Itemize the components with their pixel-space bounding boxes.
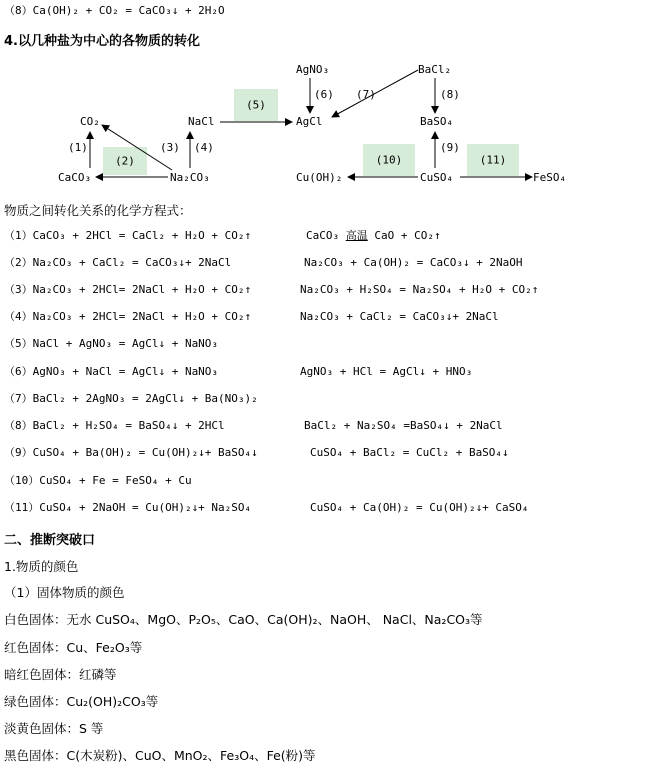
label-7: (7) [356, 88, 376, 101]
label-9: (9) [440, 141, 460, 154]
equation-4-left: （4）Na₂CO₃ + 2HCl= 2NaCl + H₂O + CO₂↑ [4, 310, 252, 323]
node-co2: CO₂ [80, 115, 100, 128]
equation-8-left: （8）BaCl₂ + H₂SO₄ = BaSO₄↓ + 2HCl [4, 419, 225, 432]
color-item-green: 绿色固体：Cu₂(OH)₂CO₃等 [4, 694, 159, 709]
label-4: (4) [194, 141, 214, 154]
section-2-title: 二、推断突破口 [4, 533, 96, 548]
equation-10-left: （10）CuSO₄ + Fe = FeSO₄ + Cu [4, 474, 192, 487]
equation-9-left: （9）CuSO₄ + Ba(OH)₂ = Cu(OH)₂↓+ BaSO₄↓ [4, 446, 258, 459]
label-1: (1) [68, 141, 88, 154]
equation-3-right: Na₂CO₃ + H₂SO₄ = Na₂SO₄ + H₂O + CO₂↑ [300, 283, 539, 296]
equation-3-left: （3）Na₂CO₃ + 2HCl= 2NaCl + H₂O + CO₂↑ [4, 283, 252, 296]
equation-1-left: （1）CaCO₃ + 2HCl = CaCl₂ + H₂O + CO₂↑ [4, 229, 252, 242]
equation-7-left: （7）BaCl₂ + 2AgNO₃ = 2AgCl↓ + Ba(NO₃)₂ [4, 392, 258, 405]
box-label-11: (11) [467, 144, 519, 176]
node-cuso4: CuSO₄ [420, 171, 454, 184]
color-item-black: 黑色固体：C(木炭粉)、CuO、MnO₂、Fe₃O₄、Fe(粉)等 [4, 748, 316, 763]
label-6: (6) [314, 88, 334, 101]
equation-2-right: Na₂CO₃ + Ca(OH)₂ = CaCO₃↓ + 2NaOH [304, 256, 523, 269]
node-agno3: AgNO₃ [296, 63, 330, 76]
equation-11-right: CuSO₄ + Ca(OH)₂ = Cu(OH)₂↓+ CaSO₄ [310, 501, 529, 514]
equation-4-right: Na₂CO₃ + CaCl₂ = CaCO₃↓+ 2NaCl [300, 310, 499, 323]
box-label-2: (2) [103, 147, 147, 175]
equation-11-left: （11）CuSO₄ + 2NaOH = Cu(OH)₂↓+ Na₂SO₄ [4, 501, 252, 514]
label-3: (3) [160, 141, 180, 154]
equation-6-right: AgNO₃ + HCl = AgCl↓ + HNO₃ [300, 365, 473, 378]
box-label-10: (10) [363, 144, 415, 176]
label-8: (8) [440, 88, 460, 101]
node-bacl2: BaCl₂ [418, 63, 452, 76]
equation-6-left: （6）AgNO₃ + NaCl = AgCl↓ + NaNO₃ [4, 365, 219, 378]
node-nacl: NaCl [188, 115, 215, 128]
equation-9-right: CuSO₄ + BaCl₂ = CuCl₂ + BaSO₄↓ [310, 446, 509, 459]
node-caco3: CaCO₃ [58, 171, 92, 184]
node-cuoh2: Cu(OH)₂ [296, 171, 343, 184]
box-label-5: (5) [234, 89, 278, 121]
color-item-pale-yellow: 淡黄色固体：S 等 [4, 721, 104, 736]
color-item-dark-red: 暗红色固体：红磷等 [4, 667, 117, 682]
node-na2co3: Na₂CO₃ [170, 171, 210, 184]
color-item-white: 白色固体：无水 CuSO₄、MgO、P₂O₅、CaO、Ca(OH)₂、NaOH、 NaCl、Na₂CO₃等 [4, 612, 483, 627]
node-baso4: BaSO₄ [420, 115, 454, 128]
equation-1-right: CaCO₃ 高温 CaO + CO₂↑ [306, 229, 441, 242]
subsection-1-title: 1.物质的颜色 [4, 559, 79, 574]
equation-8-right: BaCl₂ + Na₂SO₄ =BaSO₄↓ + 2NaCl [304, 419, 503, 432]
subsection-1-1-title: （1）固体物质的颜色 [4, 585, 125, 600]
node-agcl: AgCl [296, 115, 323, 128]
equations-title: 物质之间转化关系的化学方程式： [4, 203, 192, 218]
equation-5-left: （5）NaCl + AgNO₃ = AgCl↓ + NaNO₃ [4, 337, 219, 350]
equation-2-left: （2）Na₂CO₃ + CaCl₂ = CaCO₃↓+ 2NaCl [4, 256, 232, 269]
node-feso4: FeSO₄ [533, 171, 567, 184]
color-item-red: 红色固体：Cu、Fe₂O₃等 [4, 640, 143, 655]
section-4-title: 4.以几种盐为中心的各物质的转化 [4, 34, 200, 49]
top-equation: （8）Ca(OH)₂ + CO₂ = CaCO₃↓ + 2H₂O [4, 4, 225, 17]
